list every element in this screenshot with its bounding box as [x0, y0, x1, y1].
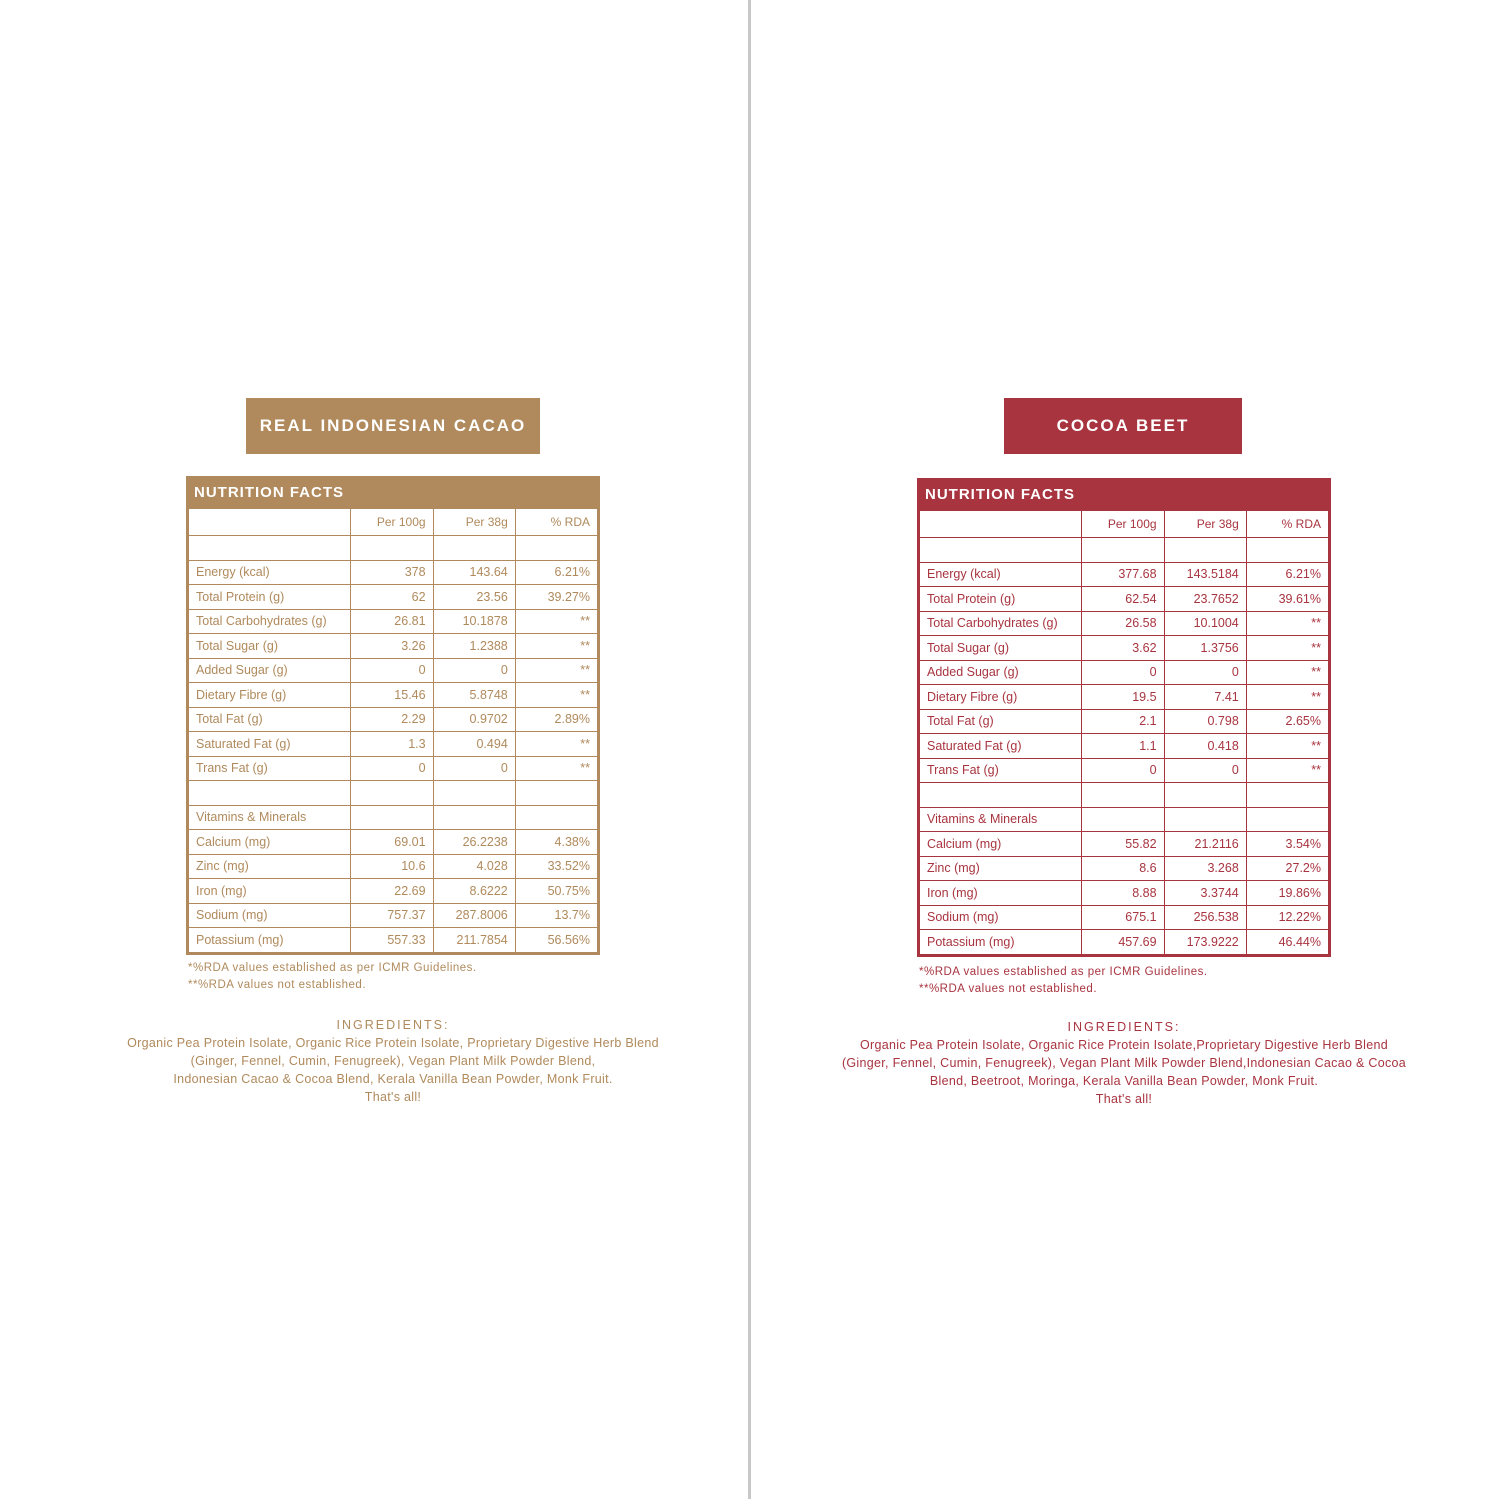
nutrient-value: 1.3756 [1164, 636, 1246, 661]
table-row [920, 709, 1329, 734]
nutrient-value: 2.89% [515, 707, 597, 732]
nutrient-value: 143.64 [433, 560, 515, 585]
table-row [920, 807, 1329, 832]
column-header: Per 100g [1082, 511, 1164, 538]
nutrient-value: 3.26 [351, 634, 433, 659]
nutrient-value: 0 [433, 756, 515, 781]
nutrient-label: Trans Fat (g) [189, 756, 351, 781]
nutrient-value [515, 781, 597, 806]
nutrient-label [189, 536, 351, 561]
nutrient-value: ** [515, 658, 597, 683]
product-panel-beet [751, 0, 1499, 1499]
nutrient-value: 8.6 [1082, 856, 1164, 881]
nutrient-value: ** [515, 683, 597, 708]
nutrient-value: 8.6222 [433, 879, 515, 904]
nutrient-value: 39.27% [515, 585, 597, 610]
column-header-blank [189, 509, 351, 536]
nutrient-label: Total Carbohydrates (g) [920, 611, 1082, 636]
table-row [189, 781, 598, 806]
nutrient-value: 6.21% [1246, 562, 1328, 587]
nutrient-value [1246, 807, 1328, 832]
nutrient-value: 3.54% [1246, 832, 1328, 857]
nutrient-label: Trans Fat (g) [920, 758, 1082, 783]
nutrient-value: 3.3744 [1164, 881, 1246, 906]
ingredients-title: INGREDIENTS: [1067, 1020, 1181, 1034]
table-row [920, 587, 1329, 612]
nutrient-label [920, 538, 1082, 563]
rda-note-established: *%RDA values established as per ICMR Guidelines. [919, 966, 1208, 978]
nutrient-label: Vitamins & Minerals [920, 807, 1082, 832]
nutrient-value: 0.418 [1164, 734, 1246, 759]
nutrient-label: Dietary Fibre (g) [920, 685, 1082, 710]
nutrient-value: ** [515, 732, 597, 757]
nutrient-label: Iron (mg) [189, 879, 351, 904]
nutrient-label: Total Protein (g) [920, 587, 1082, 612]
nutrient-value: ** [515, 756, 597, 781]
nutrition-facts-title: NUTRITION FACTS [188, 478, 598, 508]
table-row [189, 560, 598, 585]
nutrition-facts-title: NUTRITION FACTS [919, 480, 1329, 510]
nutrient-value: 69.01 [351, 830, 433, 855]
nutrient-value: 46.44% [1246, 930, 1328, 955]
nutrient-value: 0 [1082, 758, 1164, 783]
rda-notes [188, 960, 477, 994]
nutrient-label: Iron (mg) [920, 881, 1082, 906]
table-row [189, 634, 598, 659]
nutrient-label: Calcium (mg) [189, 830, 351, 855]
rda-note-established: *%RDA values established as per ICMR Guidelines. [188, 962, 477, 974]
nutrient-value: 39.61% [1246, 587, 1328, 612]
table-row [920, 881, 1329, 906]
table-row [189, 854, 598, 879]
nutrient-value: 55.82 [1082, 832, 1164, 857]
table-row [189, 658, 598, 683]
table-row [189, 707, 598, 732]
nutrient-value: 0.798 [1164, 709, 1246, 734]
nutrient-value: 457.69 [1082, 930, 1164, 955]
nutrient-value: 675.1 [1082, 905, 1164, 930]
nutrient-label: Calcium (mg) [920, 832, 1082, 857]
nutrient-value: 1.3 [351, 732, 433, 757]
nutrient-value: 557.33 [351, 928, 433, 953]
nutrient-value: 377.68 [1082, 562, 1164, 587]
nutrient-value: 1.2388 [433, 634, 515, 659]
nutrient-value: 27.2% [1246, 856, 1328, 881]
nutrient-value [1164, 783, 1246, 808]
nutrient-value: 15.46 [351, 683, 433, 708]
nutrient-value [351, 781, 433, 806]
nutrient-value: 62 [351, 585, 433, 610]
table-row [189, 732, 598, 757]
nutrient-value: 21.2116 [1164, 832, 1246, 857]
table-row [189, 903, 598, 928]
nutrient-label: Zinc (mg) [920, 856, 1082, 881]
nutrient-value: 23.56 [433, 585, 515, 610]
table-row [920, 538, 1329, 563]
product-panel-cacao [0, 0, 748, 1499]
nutrient-value [1164, 807, 1246, 832]
nutrient-value: ** [1246, 758, 1328, 783]
nutrient-value: 757.37 [351, 903, 433, 928]
column-header: % RDA [515, 509, 597, 536]
table-row [920, 734, 1329, 759]
nutrition-facts-table [917, 478, 1331, 957]
ingredients-text: Organic Pea Protein Isolate, Organic Rice Protein Isolate, Proprietary Digestive Herb Blend (Ginger, Fennel, Cumin, Fenugreek), Vegan Plant Milk Powder Blend, Indonesian Cacao & Cocoa Blend, Kerala Vanilla Bean Powder, Monk Fruit. That's all! [127, 1036, 659, 1104]
nutrient-value: 2.65% [1246, 709, 1328, 734]
nutrient-value: 173.9222 [1164, 930, 1246, 955]
nutrition-facts-table [186, 476, 600, 955]
table-row [189, 879, 598, 904]
nutrient-value [1082, 783, 1164, 808]
ingredients-block [801, 1018, 1447, 1108]
rda-note-not-established: **%RDA values not established. [919, 983, 1098, 995]
nutrient-value: 0 [1164, 660, 1246, 685]
nutrient-label [920, 783, 1082, 808]
nutrient-value: ** [515, 634, 597, 659]
nutrient-value: 3.62 [1082, 636, 1164, 661]
nutrient-value: 378 [351, 560, 433, 585]
nutrient-value: ** [1246, 636, 1328, 661]
nutrient-value: 33.52% [515, 854, 597, 879]
nutrient-value [1246, 783, 1328, 808]
nutrient-value [433, 781, 515, 806]
nutrient-value: 0.9702 [433, 707, 515, 732]
table-row [189, 536, 598, 561]
nutrient-label: Total Fat (g) [189, 707, 351, 732]
nutrient-value: 8.88 [1082, 881, 1164, 906]
nutrient-value: ** [1246, 660, 1328, 685]
nutrient-value: ** [1246, 685, 1328, 710]
nutrient-label: Total Carbohydrates (g) [189, 609, 351, 634]
nutrient-value: ** [1246, 611, 1328, 636]
table-row [920, 562, 1329, 587]
column-header-blank [920, 511, 1082, 538]
nutrient-value: 6.21% [515, 560, 597, 585]
nutrient-label [189, 781, 351, 806]
nutrient-value: 256.538 [1164, 905, 1246, 930]
nutrient-label: Vitamins & Minerals [189, 805, 351, 830]
table-row [920, 905, 1329, 930]
nutrient-value [351, 536, 433, 561]
nutrient-value: ** [515, 609, 597, 634]
nutrient-label: Total Sugar (g) [189, 634, 351, 659]
nutrient-value: 10.1878 [433, 609, 515, 634]
nutrient-value: 4.028 [433, 854, 515, 879]
table-row [189, 756, 598, 781]
nutrient-value: 211.7854 [433, 928, 515, 953]
nutrient-value: 143.5184 [1164, 562, 1246, 587]
nutrient-label: Total Sugar (g) [920, 636, 1082, 661]
nutrient-label: Added Sugar (g) [189, 658, 351, 683]
column-header: % RDA [1246, 511, 1328, 538]
nutrient-value: 10.1004 [1164, 611, 1246, 636]
nutrient-value: ** [1246, 734, 1328, 759]
column-header-row [189, 509, 598, 536]
table-row [189, 585, 598, 610]
nutrition-table [919, 510, 1329, 955]
rda-note-not-established: **%RDA values not established. [188, 979, 367, 991]
nutrient-value [433, 536, 515, 561]
nutrient-value: 0 [1082, 660, 1164, 685]
column-header: Per 38g [433, 509, 515, 536]
nutrient-value: 10.6 [351, 854, 433, 879]
nutrient-value: 0.494 [433, 732, 515, 757]
nutrient-value: 22.69 [351, 879, 433, 904]
nutrient-label: Dietary Fibre (g) [189, 683, 351, 708]
nutrient-label: Total Protein (g) [189, 585, 351, 610]
table-row [920, 758, 1329, 783]
nutrient-label: Sodium (mg) [189, 903, 351, 928]
rda-notes [919, 964, 1208, 998]
nutrient-label: Sodium (mg) [920, 905, 1082, 930]
table-row [920, 783, 1329, 808]
nutrient-value: 62.54 [1082, 587, 1164, 612]
column-header: Per 38g [1164, 511, 1246, 538]
nutrient-value: 19.5 [1082, 685, 1164, 710]
nutrient-value: 3.268 [1164, 856, 1246, 881]
nutrition-table [188, 508, 598, 953]
nutrient-value [1246, 538, 1328, 563]
table-row [920, 660, 1329, 685]
nutrient-value: 2.29 [351, 707, 433, 732]
nutrient-value: 56.56% [515, 928, 597, 953]
nutrient-value: 26.81 [351, 609, 433, 634]
nutrient-label: Total Fat (g) [920, 709, 1082, 734]
nutrient-value: 26.58 [1082, 611, 1164, 636]
column-header-row [920, 511, 1329, 538]
table-row [920, 832, 1329, 857]
table-row [920, 856, 1329, 881]
nutrient-value: 26.2238 [433, 830, 515, 855]
table-row [189, 609, 598, 634]
nutrient-value [1082, 807, 1164, 832]
nutrient-label: Saturated Fat (g) [189, 732, 351, 757]
nutrient-label: Zinc (mg) [189, 854, 351, 879]
table-row [189, 928, 598, 953]
nutrient-label: Added Sugar (g) [920, 660, 1082, 685]
nutrient-value: 2.1 [1082, 709, 1164, 734]
nutrient-value: 13.7% [515, 903, 597, 928]
nutrient-label: Potassium (mg) [920, 930, 1082, 955]
nutrient-value: 4.38% [515, 830, 597, 855]
nutrient-value: 0 [1164, 758, 1246, 783]
nutrient-value: 50.75% [515, 879, 597, 904]
table-row [920, 930, 1329, 955]
nutrient-value [1164, 538, 1246, 563]
nutrient-label: Energy (kcal) [920, 562, 1082, 587]
product-name-badge: COCOA BEET [1004, 398, 1242, 454]
table-row [920, 611, 1329, 636]
table-row [920, 636, 1329, 661]
nutrient-value: 287.8006 [433, 903, 515, 928]
nutrient-value: 0 [351, 756, 433, 781]
column-header: Per 100g [351, 509, 433, 536]
nutrient-value [351, 805, 433, 830]
product-name-badge: REAL INDONESIAN CACAO [246, 398, 540, 454]
nutrient-value [515, 536, 597, 561]
nutrient-value [433, 805, 515, 830]
table-row [189, 683, 598, 708]
nutrient-value: 5.8748 [433, 683, 515, 708]
table-row [189, 830, 598, 855]
nutrient-label: Potassium (mg) [189, 928, 351, 953]
nutrient-value: 12.22% [1246, 905, 1328, 930]
nutrient-value [1082, 538, 1164, 563]
ingredients-text: Organic Pea Protein Isolate, Organic Rice Protein Isolate,Proprietary Digestive Herb Blend (Ginger, Fennel, Cumin, Fenugreek), Vegan Plant Milk Powder Blend,Indonesian Cacao & Cocoa Blend, Beetroot, Moringa, Kerala Vanilla Bean Powder, Monk Fruit. That's all! [841, 1038, 1407, 1106]
nutrient-value: 0 [433, 658, 515, 683]
nutrient-value: 0 [351, 658, 433, 683]
table-row [920, 685, 1329, 710]
ingredients-title: INGREDIENTS: [336, 1018, 450, 1032]
nutrient-value [515, 805, 597, 830]
ingredients-block [80, 1016, 706, 1106]
nutrient-value: 7.41 [1164, 685, 1246, 710]
table-row [189, 805, 598, 830]
nutrient-value: 23.7652 [1164, 587, 1246, 612]
nutrient-value: 1.1 [1082, 734, 1164, 759]
nutrient-label: Saturated Fat (g) [920, 734, 1082, 759]
nutrient-value: 19.86% [1246, 881, 1328, 906]
nutrient-label: Energy (kcal) [189, 560, 351, 585]
